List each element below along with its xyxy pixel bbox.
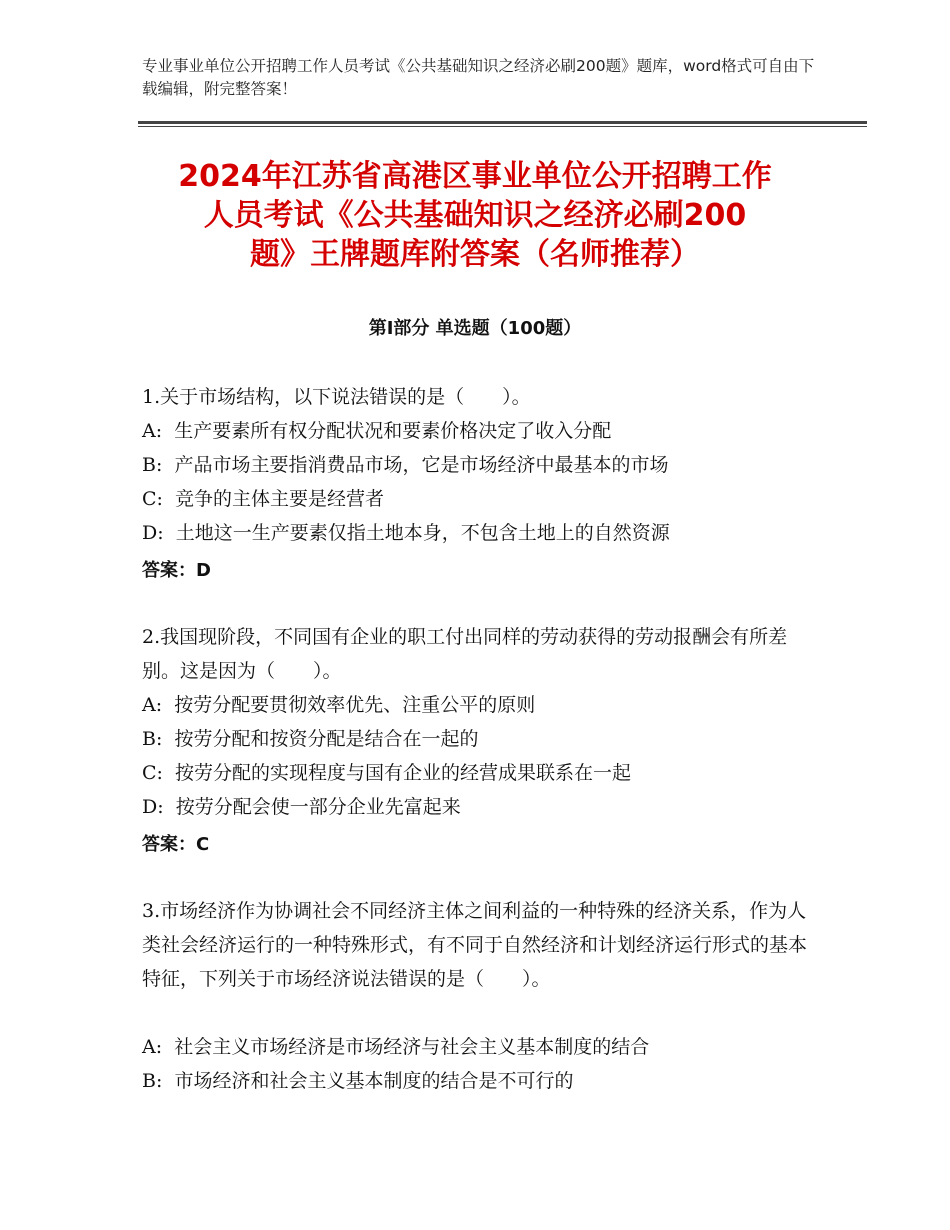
document-title-line-1: 2024年江苏省高港区事业单位公开招聘工作: [178, 159, 772, 194]
header-rule-thick: [138, 121, 867, 124]
question-3-option-a: A: 社会主义市场经济是市场经济与社会主义基本制度的结合: [142, 1036, 650, 1058]
question-1-option-c: C: 竞争的主体主要是经营者: [142, 488, 385, 510]
question-3-option-b: B: 市场经济和社会主义基本制度的结合是不可行的: [142, 1070, 574, 1092]
question-2-option-a: A: 按劳分配要贯彻效率优先、注重公平的原则: [142, 694, 536, 716]
question-1-text: 1.关于市场结构，以下说法错误的是（ ）。: [142, 386, 531, 408]
question-2-option-d: D: 按劳分配会使一部分企业先富起来: [142, 796, 461, 818]
document-title-line-2: 人员考试《公共基础知识之经济必刷200: [203, 198, 747, 233]
question-2-option-c: C: 按劳分配的实现程度与国有企业的经营成果联系在一起: [142, 762, 632, 784]
question-2-option-b: B: 按劳分配和按资分配是结合在一起的: [142, 728, 479, 750]
document-title-line-3: 题》王牌题库附答案（名师推荐）: [250, 237, 700, 272]
header-note: 专业事业单位公开招聘工作人员考试《公共基础知识之经济必刷200题》题库，word格式可自由下载编辑，附完整答案！: [142, 57, 815, 98]
question-2-answer: 答案：C: [142, 834, 210, 855]
section-title: 第Ⅰ部分 单选题（100题）: [368, 318, 582, 339]
question-1-option-d: D: 土地这一生产要素仅指土地本身，不包含土地上的自然资源: [142, 522, 670, 544]
question-1-option-a: A: 生产要素所有权分配状况和要素价格决定了收入分配: [142, 420, 612, 442]
question-1-answer: 答案：D: [142, 560, 211, 581]
question-1-option-b: B: 产品市场主要指消费品市场，它是市场经济中最基本的市场: [142, 454, 669, 476]
header-rule-thin: [138, 126, 867, 127]
document-title: [120, 157, 830, 274]
question-3-text: 3.市场经济作为协调社会不同经济主体之间利益的一种特殊的经济关系，作为人类社会经济运行的一种特殊形式，有不同于自然经济和计划经济运行形式的基本特征，下列关于市场经济说法错误的是（ ）。: [142, 900, 808, 990]
question-2-text: 2.我国现阶段，不同国有企业的职工付出同样的劳动获得的劳动报酬会有所差别。这是因为（ ）。: [142, 626, 788, 682]
